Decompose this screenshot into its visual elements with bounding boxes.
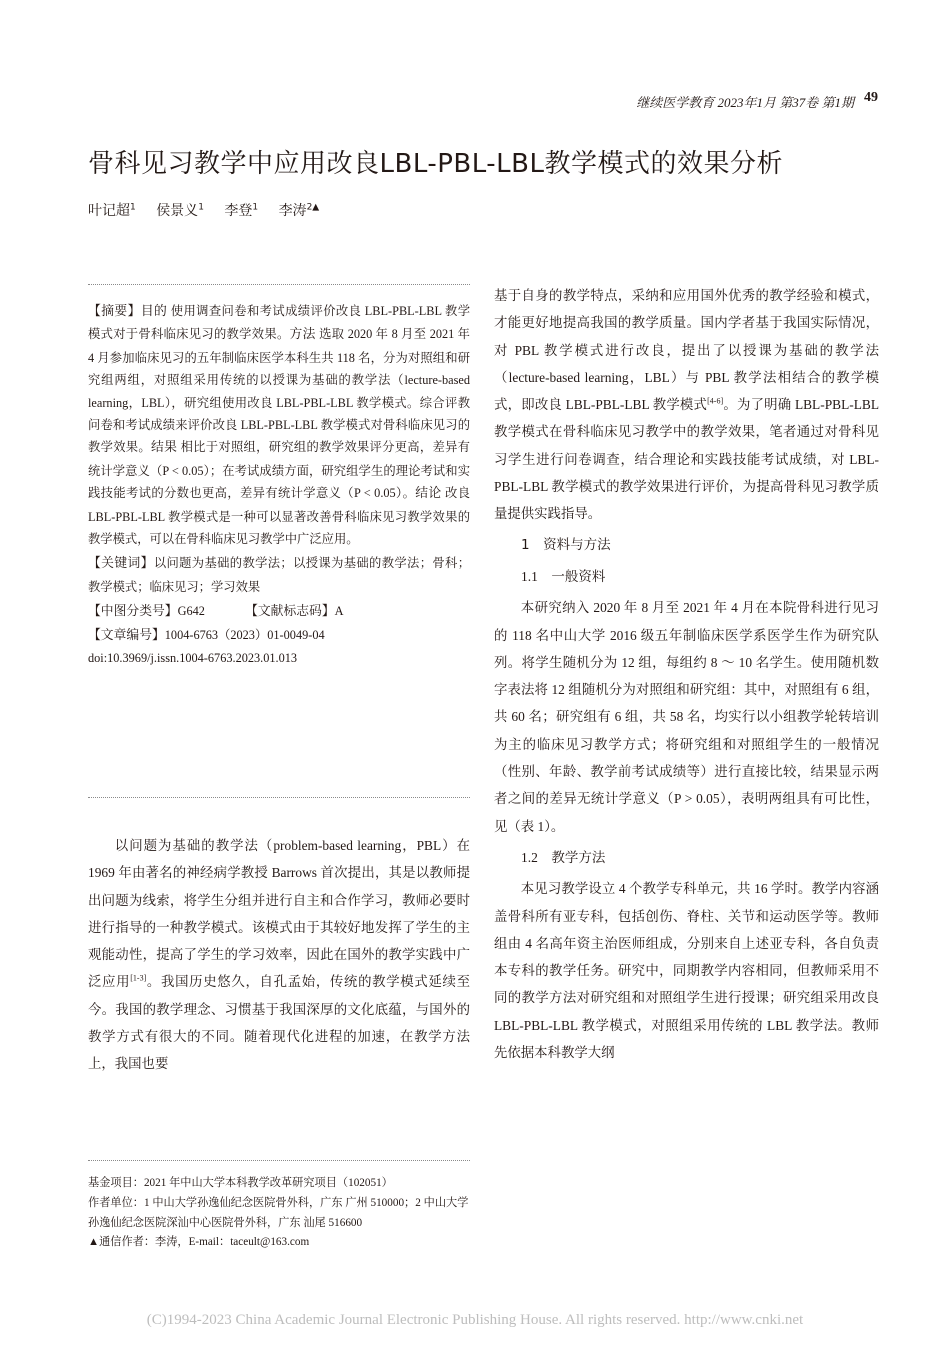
left-body <box>88 832 470 1078</box>
abstract-label: 【摘要】 <box>88 304 141 319</box>
paragraph: 本见习教学设立 4 个教学专科单元，共 16 学时。教学内容涵盖骨科所有亚专科，包括创伤、脊柱、关节和运动医学等。教师组由 4 名高年资主治医师组成，分别来自上述亚专科，各自负责本专科的教学任务。研究中，同期教学内容相同，但教师采用不同的教学方法对研究组和对照组学生进行授课；研究组采用改良 LBL-PBL-LBL 教学模式，对照组采用传统的 LBL 教学法。教师先依据本科教学大纲 <box>494 881 879 1061</box>
author: 李涛$^{2▲}$ <box>278 202 320 219</box>
citation-ref[interactable]: [1-3] <box>130 974 147 984</box>
subsection-heading: 1.2 教学方法 <box>521 849 606 865</box>
right-body <box>494 282 879 1066</box>
paragraph: 本研究纳入 2020 年 8 月至 2021 年 4 月在本院骨科进行见习的 118 名中山大学 2016 级五年制临床医学系医学生作为研究队列。将学生随机分为 12 组，每组约 8 ～ 10 名学生。使用随机数字表法将 12 组随机分为对照组和研究组：其中，对照组有 6 组，共 60 名；研究组有 6 组，共 58 名，均实行以小组教学轮转培训为主的临床见习教学方式；将研究组和对照组学生的一般情况（性别、年龄、教学前考试成绩等）进行直接比较，结果显示两者之间的差异无统计学意义（P > 0.05），表明两组具有可比性，见（表 1）。 <box>494 600 879 834</box>
keywords-text: 以问题为基础的教学法；以授课为基础的教学法；骨科；教学模式；临床见习；学习效果 <box>88 556 470 594</box>
objective-label: 目的 <box>140 304 168 319</box>
clc-label: 【中图分类号】 <box>88 604 178 620</box>
paragraph: 基于自身的教学特点，采纳和应用国外优秀的教学经验和模式，才能更好地提高我国的教学质量。国内学者基于我国实际情况，对 PBL 教学模式进行改良，提出了以授课为基础的教学法（lecture-based learning，LBL）与 PBL 教学法相结合的教学模式，即改良 LBL-PBL-LBL 教学模式[4-6]。为了明确 LBL-PBL-LBL 教学模式在骨科临床见习教学中的教学效果，笔者通过对骨科见习学生进行问卷调查，结合理论和实践技能考试成绩，对 LBL-PBL-LBL 教学模式的教学效果进行评价，为提高骨科见习教学质量提供实践指导。 <box>494 288 879 522</box>
objective-text: 使用调查问卷和考试成绩评价改良 LBL-PBL-LBL 教学模式对于骨科临床见习的教学效果。 <box>88 304 471 342</box>
citation-ref[interactable]: [4-6] <box>707 396 724 406</box>
doc-code-label: 【文献标志码】 <box>245 604 335 620</box>
doi: doi:10.3969/j.issn.1004-6763.2023.01.013 <box>88 651 298 666</box>
doc-code-value: A <box>334 604 344 619</box>
abstract <box>88 300 470 670</box>
author-list <box>88 200 335 220</box>
footnote-divider <box>88 1160 470 1161</box>
page-number: 49 <box>864 90 878 105</box>
article-number-value: 1004-6763（2023）01-0049-04 <box>164 627 325 642</box>
journal-header: 继续医学教育 2023年1月 第37卷 第1期 <box>636 95 854 110</box>
results-label: 结果 <box>150 440 178 456</box>
copyright-footer: (C)1994-2023 China Academic Journal Electronic Publishing House. All rights reserved. http://www.cnki.net <box>146 1312 804 1328</box>
keywords-label: 【关键词】 <box>88 556 154 572</box>
fund-note: 基金项目：2021 年中山大学本科教学改革研究项目（102051） <box>88 1177 393 1189</box>
results-text: 相比于对照组，研究组的教学效果评分更高，差异有统计学意义（P < 0.05）；在考试成绩方面，研究组学生的理论考试和实践技能考试的分数也更高，差异有统计学意义（P < 0.05）。 <box>88 440 470 501</box>
clc-value: G642 <box>177 604 205 619</box>
article-number-label: 【文章编号】 <box>88 627 165 643</box>
corresponding-author-note: ▲通信作者：李涛，E-mail：taceult@163.com <box>88 1236 310 1249</box>
section-heading: 1 资料与方法 <box>521 536 611 553</box>
author: 李登$^1$ <box>224 202 259 219</box>
paragraph: 以问题为基础的教学法（problem-based learning，PBL）在 1969 年由著名的神经病学教授 Barrows 首次提出，其是以教师提出问题为线索，将学生分组并进行自主和合作学习，教师必要时进行指导的一种教学模式。该模式由于其较好地发挥了学生的主观能动性，提高了学生的学习效率，因此在国外的教学实践中广泛应用[1-3]。我国历史悠久，自孔孟始，传统的教学模式延续至今。我国的教学理念、习惯基于我国深厚的文化底蕴，与国外的教学方式有很大的不同。随着现代化进程的加速，在教学方法上，我国也要 <box>88 838 471 1072</box>
author: 叶记超$^1$ <box>88 202 136 219</box>
subsection-heading: 1.1 一般资料 <box>521 568 606 584</box>
abstract-bottom-divider <box>88 797 470 798</box>
abstract-top-divider <box>88 284 470 285</box>
author: 侯景义$^1$ <box>156 202 204 219</box>
methods-text: 选取 2020 年 8 月至 2021 年 4 月参加临床见习的五年制临床医学本科生共 118 名，分为对照组和研究组两组，对照组采用传统的以授课为基础的教学法（lecture-based learning，LBL），研究组使用改良 LBL-PBL-LBL 教学模式。综合评教问卷和考试成绩来评价改良 LBL-PBL-LBL 教学模式对骨科临床见习的教学效果。 <box>88 327 470 455</box>
affiliation-note: 作者单位：1 中山大学孙逸仙纪念医院骨外科，广东 广州 510000；2 中山大学孙逸仙纪念医院深汕中心医院骨外科，广东 汕尾 516600 <box>88 1196 469 1229</box>
footnote <box>88 1174 470 1253</box>
conclusion-label: 结论 <box>415 486 442 502</box>
article-title: 骨科见习教学中应用改良LBL-PBL-LBL教学模式的效果分析 <box>88 149 783 179</box>
methods-label: 方法 <box>289 327 316 343</box>
conclusion-text: 改良 LBL-PBL-LBL 教学模式是一种可以显著改善骨科临床见习教学效果的教学模式，可以在骨科临床见习教学中广泛应用。 <box>88 486 471 547</box>
